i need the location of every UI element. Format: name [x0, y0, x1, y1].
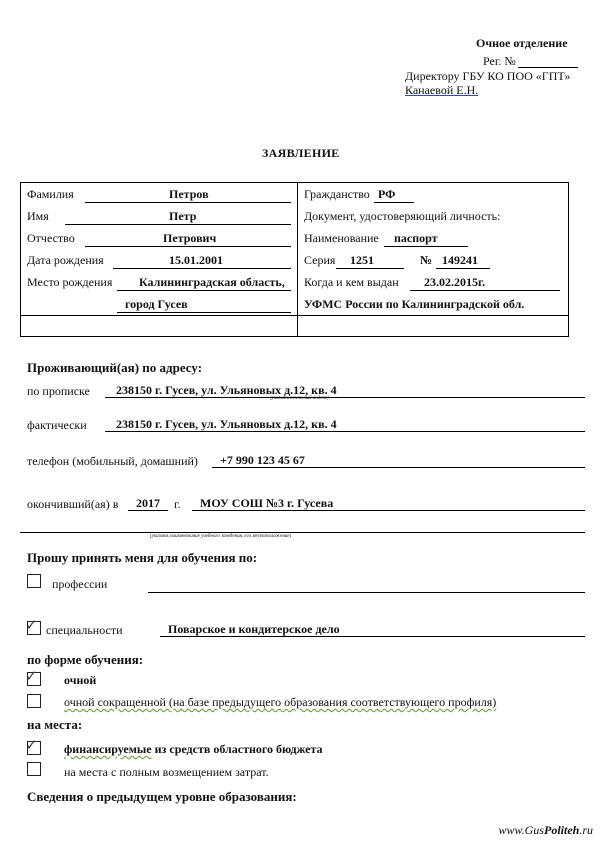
doc-type-label: Наименование: [304, 231, 379, 245]
reg-number-label: Рег. №: [483, 54, 516, 68]
department-label: Очное отделение: [476, 36, 568, 50]
name-label: Имя: [27, 209, 49, 223]
citizenship-label: Гражданство: [304, 187, 370, 201]
profession-label: профессии: [52, 577, 108, 591]
actual-address-label: фактически: [27, 418, 87, 432]
school-hint: (указать наименование учебного заведения, его местоположение): [150, 534, 292, 539]
director-line: Директору ГБУ КО ПОО «ГПТ»: [405, 69, 571, 83]
birthplace-line-2[interactable]: город Гусев: [125, 297, 188, 311]
phone-label: телефон (мобильный, домашний): [27, 454, 198, 468]
paid-checkbox[interactable]: [27, 762, 41, 776]
budget-check-icon: ✓: [25, 736, 38, 754]
fulltime-check-icon: ✓: [25, 667, 38, 685]
doc-type-value[interactable]: паспорт: [394, 231, 438, 245]
citizenship-value[interactable]: РФ: [378, 187, 396, 201]
issued-date[interactable]: 23.02.2015г.: [424, 275, 486, 289]
series-label: Серия: [304, 253, 336, 267]
birthdate-value[interactable]: 15.01.2001: [169, 253, 223, 267]
personal-data-table: [20, 182, 569, 337]
study-form-heading: по форме обучения:: [27, 652, 144, 667]
issued-label: Когда и кем выдан: [304, 275, 399, 289]
prev-education-heading: Сведения о предыдущем уровне образования:: [27, 789, 297, 804]
specialty-check-icon: ✓: [25, 616, 38, 634]
address-heading: Проживающий(ая) по адресу:: [27, 360, 203, 375]
patronymic-label: Отчество: [27, 231, 75, 245]
number-label: №: [420, 253, 433, 267]
registration-label: по прописке: [27, 384, 90, 398]
site-watermark: www.GusPoliteh.ru: [498, 823, 593, 837]
shortened-checkbox[interactable]: [27, 694, 41, 708]
number-value[interactable]: 149241: [442, 253, 478, 267]
phone-value[interactable]: +7 990 123 45 67: [220, 453, 305, 467]
fulltime-label: очной: [64, 673, 97, 687]
budget-label: финансируемые из средств областного бюджета: [64, 742, 323, 756]
birthplace-line-1[interactable]: Калининградская область,: [139, 275, 285, 289]
name-value[interactable]: Петр: [169, 209, 197, 223]
series-value[interactable]: 1251: [350, 253, 374, 267]
request-heading: Прошу принять меня для обучения по:: [27, 550, 258, 565]
places-heading: на места:: [27, 717, 83, 732]
registration-value[interactable]: 238150 г. Гусев, ул. Ульяновых д.12, кв. 4: [116, 383, 337, 397]
specialty-label: специальности: [46, 623, 123, 637]
surname-value[interactable]: Петров: [169, 187, 209, 201]
patronymic-value[interactable]: Петрович: [163, 231, 217, 245]
actual-address-value[interactable]: 238150 г. Гусев, ул. Ульяновых д.12, кв. 4: [116, 417, 337, 431]
postal-hint: (указать почтовый индекс): [270, 396, 329, 401]
birthdate-label: Дата рождения: [27, 253, 104, 267]
surname-label: Фамилия: [27, 187, 74, 201]
graduation-label: окончивший(ая) в: [27, 497, 119, 511]
shortened-label: очной сокращенной (на базе предыдущего образования соответствующего профиля): [64, 695, 497, 709]
graduation-year-suffix: г.: [174, 497, 181, 511]
school-value[interactable]: МОУ СОШ №3 г. Гусева: [200, 496, 334, 510]
birthplace-label: Место рождения: [27, 275, 113, 289]
profession-checkbox[interactable]: [27, 574, 41, 588]
reg-number-field[interactable]: [518, 67, 578, 68]
specialty-value[interactable]: Поварское и кондитерское дело: [168, 622, 340, 636]
id-document-label: Документ, удостоверяющий личность:: [304, 209, 501, 223]
paid-label: на места с полным возмещением затрат.: [64, 765, 269, 779]
director-name: Канаевой Е.Н.: [405, 83, 479, 97]
page-title: ЗАЯВЛЕНИЕ: [262, 146, 340, 160]
graduation-year[interactable]: 2017: [136, 496, 160, 510]
issuer-value[interactable]: УФМС России по Калининградской обл.: [304, 297, 525, 311]
